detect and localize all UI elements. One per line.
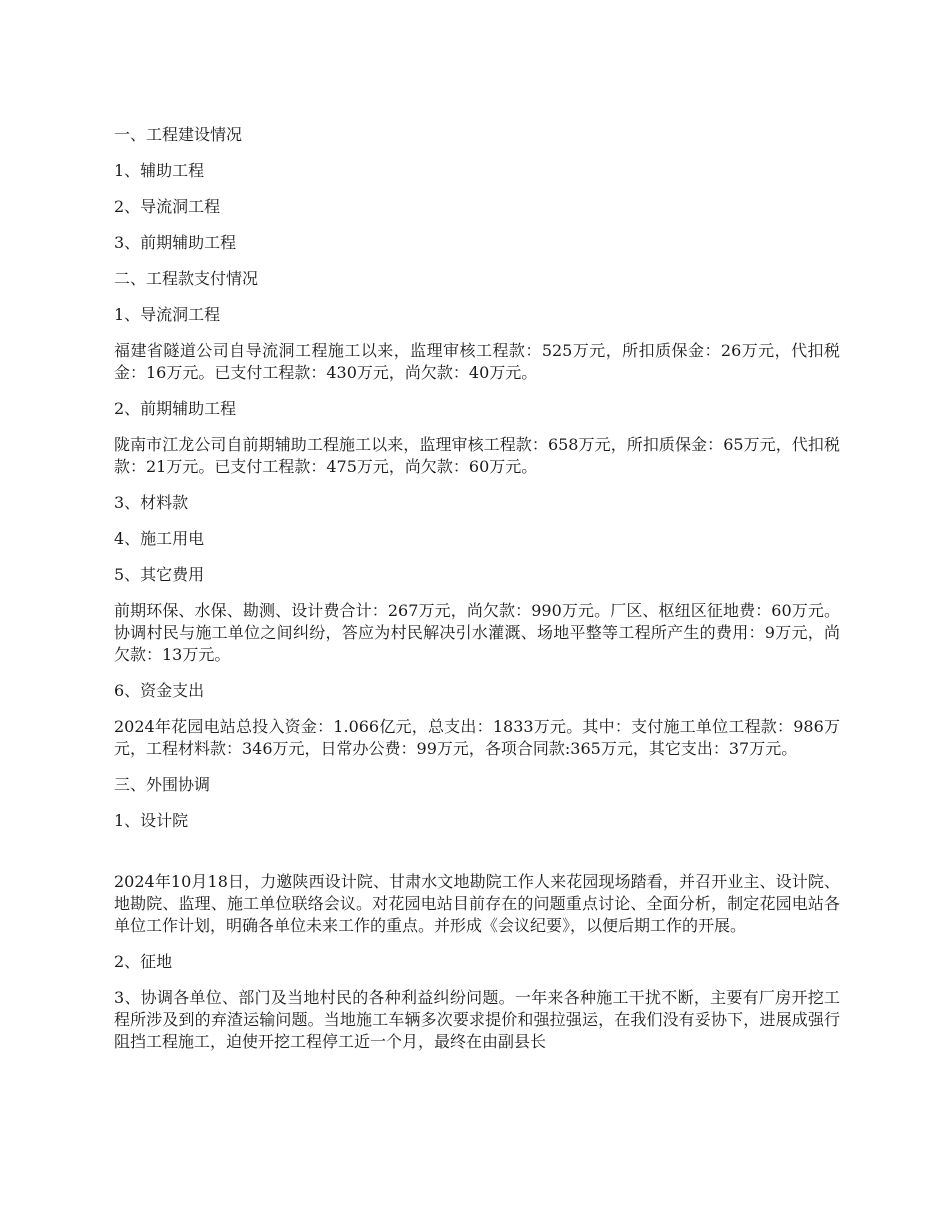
section-heading-external-coordination: 三、外围协调 bbox=[114, 775, 211, 794]
paragraph-diversion-tunnel-payment: 福建省隧道公司自导流洞工程施工以来，监理审核工程款：525万元，所扣质保金：26万元，代扣税金：16万元。已支付工程款：430万元，尚欠款：40万元。 bbox=[114, 341, 840, 382]
paragraph-early-auxiliary-payment: 陇南市江龙公司自前期辅助工程施工以来，监理审核工程款：658万元，所扣质保金：65万元，代扣税款：21万元。已支付工程款：475万元，尚欠款：60万元。 bbox=[114, 435, 840, 476]
paragraph-dispute-coordination: 3、协调各单位、部门及当地村民的各种利益纠纷问题。一年来各种施工干扰不断，主要有厂房开挖工程所涉及到的弃渣运输问题。当地施工车辆多次要求提价和强拉强运，在我们没有妥协下，进展成强行阻挡工程施工，迫使开挖工程停工近一个月，最终在由副县长 bbox=[114, 988, 840, 1051]
subheading-payment-diversion-tunnel: 1、导流洞工程 bbox=[114, 305, 221, 324]
subheading-early-auxiliary: 3、前期辅助工程 bbox=[114, 233, 237, 252]
subheading-materials: 3、材料款 bbox=[114, 493, 189, 512]
paragraph-fund-expenditure: 2024年花园电站总投入资金：1.066亿元，总支出：1833万元。其中：支付施工单位工程款：986万元，工程材料款：346万元，日常办公费：99万元，各项合同款:365万元，其它支出：37万元。 bbox=[114, 717, 840, 758]
subheading-other-costs: 5、其它费用 bbox=[114, 565, 205, 584]
subheading-fund-expenditure: 6、资金支出 bbox=[114, 681, 205, 700]
paragraph-other-costs: 前期环保、水保、勘测、设计费合计：267万元，尚欠款：990万元。厂区、枢纽区征地费：60万元。协调村民与施工单位之间纠纷，答应为村民解决引水灌溉、场地平整等工程所产生的费用：9万元，尚欠款：13万元。 bbox=[114, 601, 840, 664]
subheading-diversion-tunnel: 2、导流洞工程 bbox=[114, 197, 221, 216]
subheading-payment-early-auxiliary: 2、前期辅助工程 bbox=[114, 399, 237, 418]
subheading-construction-power: 4、施工用电 bbox=[114, 529, 205, 548]
subheading-auxiliary-works: 1、辅助工程 bbox=[114, 161, 205, 180]
blank-gap bbox=[114, 846, 840, 871]
section-heading-construction: 一、工程建设情况 bbox=[114, 125, 243, 144]
document-page bbox=[114, 124, 840, 1067]
subheading-design-institute: 1、设计院 bbox=[114, 811, 189, 830]
subheading-land-acquisition: 2、征地 bbox=[114, 952, 173, 971]
section-heading-payment: 二、工程款支付情况 bbox=[114, 269, 259, 288]
paragraph-design-institute-meeting: 2024年10月18日，力邀陕西设计院、甘肃水文地勘院工作人来花园现场踏看，并召开业主、设计院、地勘院、监理、施工单位联络会议。对花园电站目前存在的问题重点讨论、全面分析，制定花园电站各单位工作计划，明确各单位未来工作的重点。并形成《会议纪要》，以便后期工作的开展。 bbox=[114, 872, 840, 935]
